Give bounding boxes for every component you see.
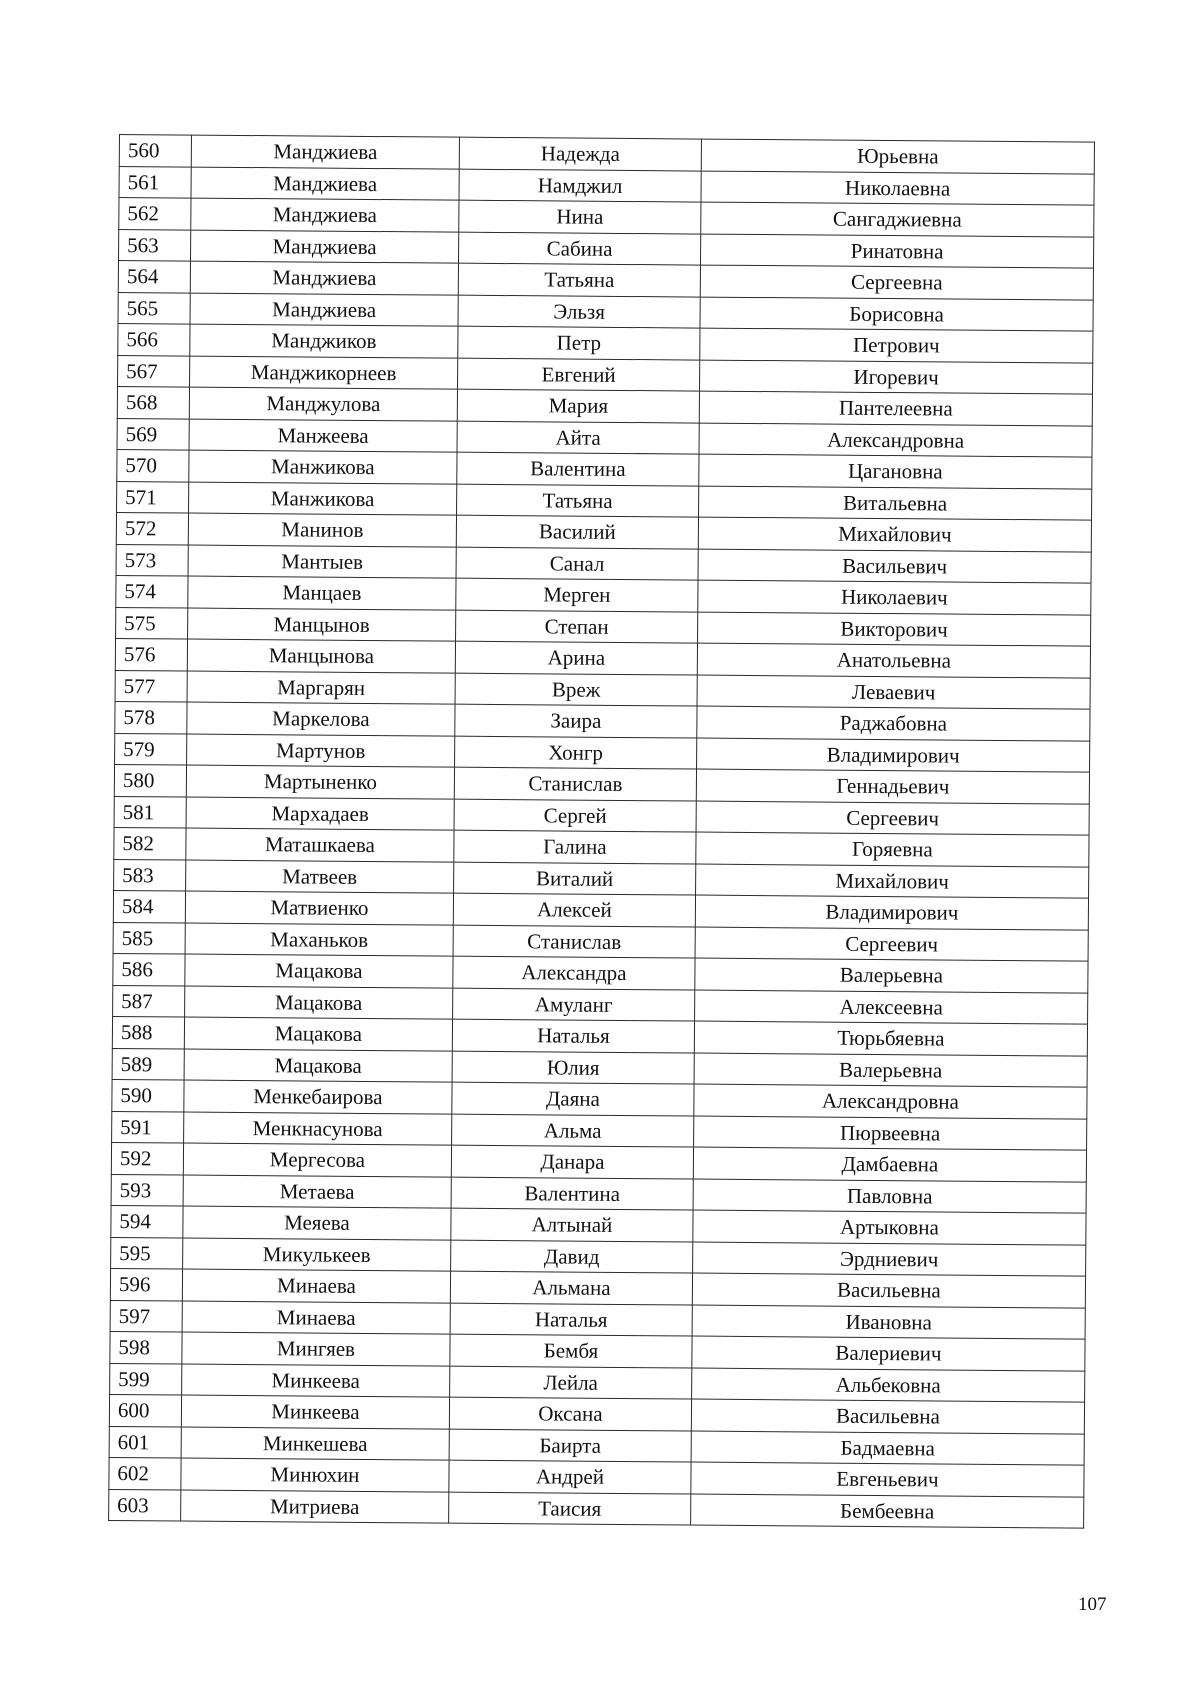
surname-cell: Манинов xyxy=(188,513,456,547)
patronymic-cell: Борисовна xyxy=(700,297,1093,332)
surname-cell: Маргарян xyxy=(187,671,455,705)
patronymic-cell: Тюрьбяевна xyxy=(694,1021,1087,1056)
patronymic-cell: Цагановна xyxy=(699,454,1092,489)
surname-cell: Манжикова xyxy=(189,482,457,516)
row-number-cell: 562 xyxy=(119,198,191,230)
patronymic-cell: Леваевич xyxy=(697,675,1090,710)
surname-cell: Минаева xyxy=(182,1301,450,1335)
first-name-cell: Алексей xyxy=(453,893,695,926)
surname-cell: Мацакова xyxy=(185,954,453,988)
page-number: 107 xyxy=(1078,1594,1107,1615)
row-number-cell: 588 xyxy=(112,1016,184,1048)
surname-cell: Мергесова xyxy=(183,1143,451,1177)
surname-cell: Мархадаев xyxy=(186,797,454,831)
row-number-cell: 584 xyxy=(113,890,185,922)
first-name-cell: Альма xyxy=(452,1114,694,1147)
patronymic-cell: Васильевич xyxy=(698,549,1091,584)
first-name-cell: Альмана xyxy=(450,1271,692,1304)
row-number-cell: 578 xyxy=(115,701,187,733)
surname-cell: Минкеева xyxy=(181,1395,449,1429)
surname-cell: Манджиева xyxy=(190,293,458,327)
patronymic-cell: Бембеевна xyxy=(691,1494,1084,1529)
surname-cell: Мингяев xyxy=(182,1332,450,1366)
surname-cell: Манджиков xyxy=(190,324,458,358)
surname-cell: Манджиева xyxy=(191,230,459,264)
row-number-cell: 572 xyxy=(116,512,188,544)
surname-cell: Митриева xyxy=(181,1490,449,1524)
patronymic-cell: Горяевна xyxy=(696,832,1089,867)
first-name-cell: Наталья xyxy=(450,1303,692,1336)
surname-cell: Мацакова xyxy=(184,1017,452,1051)
patronymic-cell: Сергеевна xyxy=(700,265,1093,300)
first-name-cell: Сабина xyxy=(458,232,700,265)
row-number-cell: 586 xyxy=(113,953,185,985)
first-name-cell: Даяна xyxy=(452,1082,694,1115)
patronymic-cell: Васильевна xyxy=(692,1273,1085,1308)
first-name-cell: Сергей xyxy=(454,799,696,832)
row-number-cell: 576 xyxy=(115,638,187,670)
patronymic-cell: Геннадьевич xyxy=(696,769,1089,804)
row-number-cell: 592 xyxy=(111,1142,183,1174)
patronymic-cell: Сергеевич xyxy=(696,801,1089,836)
surname-cell: Матвеев xyxy=(186,860,454,894)
surname-cell: Мацакова xyxy=(184,1049,452,1083)
patronymic-cell: Александровна xyxy=(694,1084,1087,1119)
first-name-cell: Эльзя xyxy=(458,295,700,328)
row-number-cell: 575 xyxy=(116,607,188,639)
first-name-cell: Санал xyxy=(456,547,698,580)
surname-cell: Минкеева xyxy=(182,1364,450,1398)
patronymic-cell: Владимирович xyxy=(695,895,1088,930)
first-name-cell: Евгений xyxy=(458,358,700,391)
first-name-cell: Андрей xyxy=(449,1460,691,1493)
first-name-cell: Галина xyxy=(454,830,696,863)
row-number-cell: 598 xyxy=(110,1331,182,1363)
row-number-cell: 579 xyxy=(115,733,187,765)
patronymic-cell: Эрдниевич xyxy=(693,1242,1086,1277)
surname-cell: Меяева xyxy=(183,1206,451,1240)
roster-table xyxy=(108,134,1095,1529)
row-number-cell: 594 xyxy=(111,1205,183,1237)
patronymic-cell: Ивановна xyxy=(692,1305,1085,1340)
first-name-cell: Надежда xyxy=(459,137,701,170)
patronymic-cell: Евгеньевич xyxy=(691,1462,1084,1497)
first-name-cell: Татьяна xyxy=(457,484,699,517)
patronymic-cell: Михайлович xyxy=(696,864,1089,899)
row-number-cell: 596 xyxy=(110,1268,182,1300)
first-name-cell: Станислав xyxy=(453,925,695,958)
patronymic-cell: Анатольевна xyxy=(697,643,1090,678)
patronymic-cell: Раджабовна xyxy=(697,706,1090,741)
surname-cell: Мантыев xyxy=(188,545,456,579)
first-name-cell: Александра xyxy=(453,956,695,989)
row-number-cell: 563 xyxy=(119,229,191,261)
surname-cell: Минюхин xyxy=(181,1458,449,1492)
patronymic-cell: Юрьевна xyxy=(701,139,1094,174)
row-number-cell: 589 xyxy=(112,1048,184,1080)
row-number-cell: 597 xyxy=(110,1300,182,1332)
patronymic-cell: Игоревич xyxy=(699,360,1092,395)
surname-cell: Метаева xyxy=(183,1175,451,1209)
row-number-cell: 561 xyxy=(119,166,191,198)
first-name-cell: Татьяна xyxy=(458,263,700,296)
first-name-cell: Хонгр xyxy=(455,736,697,769)
row-number-cell: 569 xyxy=(117,418,189,450)
surname-cell: Микулькеев xyxy=(183,1238,451,1272)
surname-cell: Мацакова xyxy=(185,986,453,1020)
first-name-cell: Лейла xyxy=(450,1366,692,1399)
patronymic-cell: Александровна xyxy=(699,423,1092,458)
surname-cell: Манджиева xyxy=(191,167,459,201)
patronymic-cell: Витальевна xyxy=(699,486,1092,521)
surname-cell: Минкешева xyxy=(181,1427,449,1461)
row-number-cell: 593 xyxy=(111,1174,183,1206)
first-name-cell: Вреж xyxy=(455,673,697,706)
row-number-cell: 574 xyxy=(116,575,188,607)
first-name-cell: Степан xyxy=(456,610,698,643)
row-number-cell: 582 xyxy=(114,827,186,859)
row-number-cell: 583 xyxy=(114,859,186,891)
patronymic-cell: Петрович xyxy=(700,328,1093,363)
surname-cell: Менкебаирова xyxy=(184,1080,452,1114)
row-number-cell: 560 xyxy=(119,135,191,167)
surname-cell: Мартыненко xyxy=(186,765,454,799)
first-name-cell: Баирта xyxy=(449,1429,691,1462)
surname-cell: Матвиенко xyxy=(185,891,453,925)
row-number-cell: 601 xyxy=(109,1426,181,1458)
patronymic-cell: Валерьевна xyxy=(695,958,1088,993)
row-number-cell: 587 xyxy=(113,985,185,1017)
first-name-cell: Валентина xyxy=(451,1177,693,1210)
patronymic-cell: Дамбаевна xyxy=(693,1147,1086,1182)
row-number-cell: 600 xyxy=(109,1394,181,1426)
row-number-cell: 567 xyxy=(118,355,190,387)
first-name-cell: Оксана xyxy=(449,1397,691,1430)
row-number-cell: 590 xyxy=(112,1079,184,1111)
first-name-cell: Давид xyxy=(451,1240,693,1273)
surname-cell: Манджиева xyxy=(191,135,459,169)
row-number-cell: 581 xyxy=(114,796,186,828)
surname-cell: Манджикорнеев xyxy=(190,356,458,390)
row-number-cell: 564 xyxy=(118,261,190,293)
row-number-cell: 603 xyxy=(109,1489,181,1521)
first-name-cell: Станислав xyxy=(454,767,696,800)
surname-cell: Манжикова xyxy=(189,450,457,484)
row-number-cell: 599 xyxy=(110,1363,182,1395)
surname-cell: Манцынова xyxy=(187,639,455,673)
row-number-cell: 566 xyxy=(118,323,190,355)
row-number-cell: 573 xyxy=(116,544,188,576)
first-name-cell: Арина xyxy=(455,641,697,674)
row-number-cell: 571 xyxy=(117,481,189,513)
patronymic-cell: Валерьевна xyxy=(694,1053,1087,1088)
surname-cell: Маханьков xyxy=(185,923,453,957)
surname-cell: Менкнасунова xyxy=(184,1112,452,1146)
patronymic-cell: Николаевич xyxy=(698,580,1091,615)
patronymic-cell: Викторович xyxy=(698,612,1091,647)
surname-cell: Мартунов xyxy=(187,734,455,768)
first-name-cell: Мария xyxy=(457,389,699,422)
first-name-cell: Нина xyxy=(459,200,701,233)
surname-cell: Манжеева xyxy=(189,419,457,453)
surname-cell: Манджиева xyxy=(190,261,458,295)
patronymic-cell: Артыковна xyxy=(693,1210,1086,1245)
row-number-cell: 585 xyxy=(113,922,185,954)
patronymic-cell: Валериевич xyxy=(692,1336,1085,1371)
first-name-cell: Василий xyxy=(456,515,698,548)
first-name-cell: Данара xyxy=(451,1145,693,1178)
first-name-cell: Заира xyxy=(455,704,697,737)
patronymic-cell: Бадмаевна xyxy=(691,1431,1084,1466)
row-number-cell: 580 xyxy=(114,764,186,796)
row-number-cell: 577 xyxy=(115,670,187,702)
patronymic-cell: Ринатовна xyxy=(700,234,1093,269)
row-number-cell: 568 xyxy=(117,386,189,418)
patronymic-cell: Павловна xyxy=(693,1179,1086,1214)
row-number-cell: 602 xyxy=(109,1457,181,1489)
patronymic-cell: Васильевна xyxy=(691,1399,1084,1434)
roster-table-body xyxy=(109,135,1095,1529)
surname-cell: Манцынов xyxy=(188,608,456,642)
first-name-cell: Наталья xyxy=(452,1019,694,1052)
patronymic-cell: Николаевна xyxy=(701,171,1094,206)
patronymic-cell: Алексеевна xyxy=(695,990,1088,1025)
patronymic-cell: Владимирович xyxy=(697,738,1090,773)
first-name-cell: Бембя xyxy=(450,1334,692,1367)
row-number-cell: 591 xyxy=(112,1111,184,1143)
row-number-cell: 595 xyxy=(111,1237,183,1269)
first-name-cell: Валентина xyxy=(457,452,699,485)
surname-cell: Манцаев xyxy=(188,576,456,610)
first-name-cell: Петр xyxy=(458,326,700,359)
surname-cell: Манджулова xyxy=(189,387,457,421)
surname-cell: Манджиева xyxy=(191,198,459,232)
patronymic-cell: Михайлович xyxy=(698,517,1091,552)
patronymic-cell: Сергеевич xyxy=(695,927,1088,962)
first-name-cell: Виталий xyxy=(454,862,696,895)
first-name-cell: Мерген xyxy=(456,578,698,611)
first-name-cell: Юлия xyxy=(452,1051,694,1084)
first-name-cell: Айта xyxy=(457,421,699,454)
patronymic-cell: Альбековна xyxy=(692,1368,1085,1403)
surname-cell: Маташкаева xyxy=(186,828,454,862)
patronymic-cell: Пантелеевна xyxy=(699,391,1092,426)
surname-cell: Маркелова xyxy=(187,702,455,736)
row-number-cell: 570 xyxy=(117,449,189,481)
patronymic-cell: Сангаджиевна xyxy=(701,202,1094,237)
first-name-cell: Алтынай xyxy=(451,1208,693,1241)
surname-cell: Минаева xyxy=(182,1269,450,1303)
first-name-cell: Таисия xyxy=(449,1492,691,1525)
row-number-cell: 565 xyxy=(118,292,190,324)
first-name-cell: Намджил xyxy=(459,169,701,202)
first-name-cell: Амуланг xyxy=(453,988,695,1021)
table-row xyxy=(109,1489,1084,1528)
patronymic-cell: Пюрвеевна xyxy=(694,1116,1087,1151)
